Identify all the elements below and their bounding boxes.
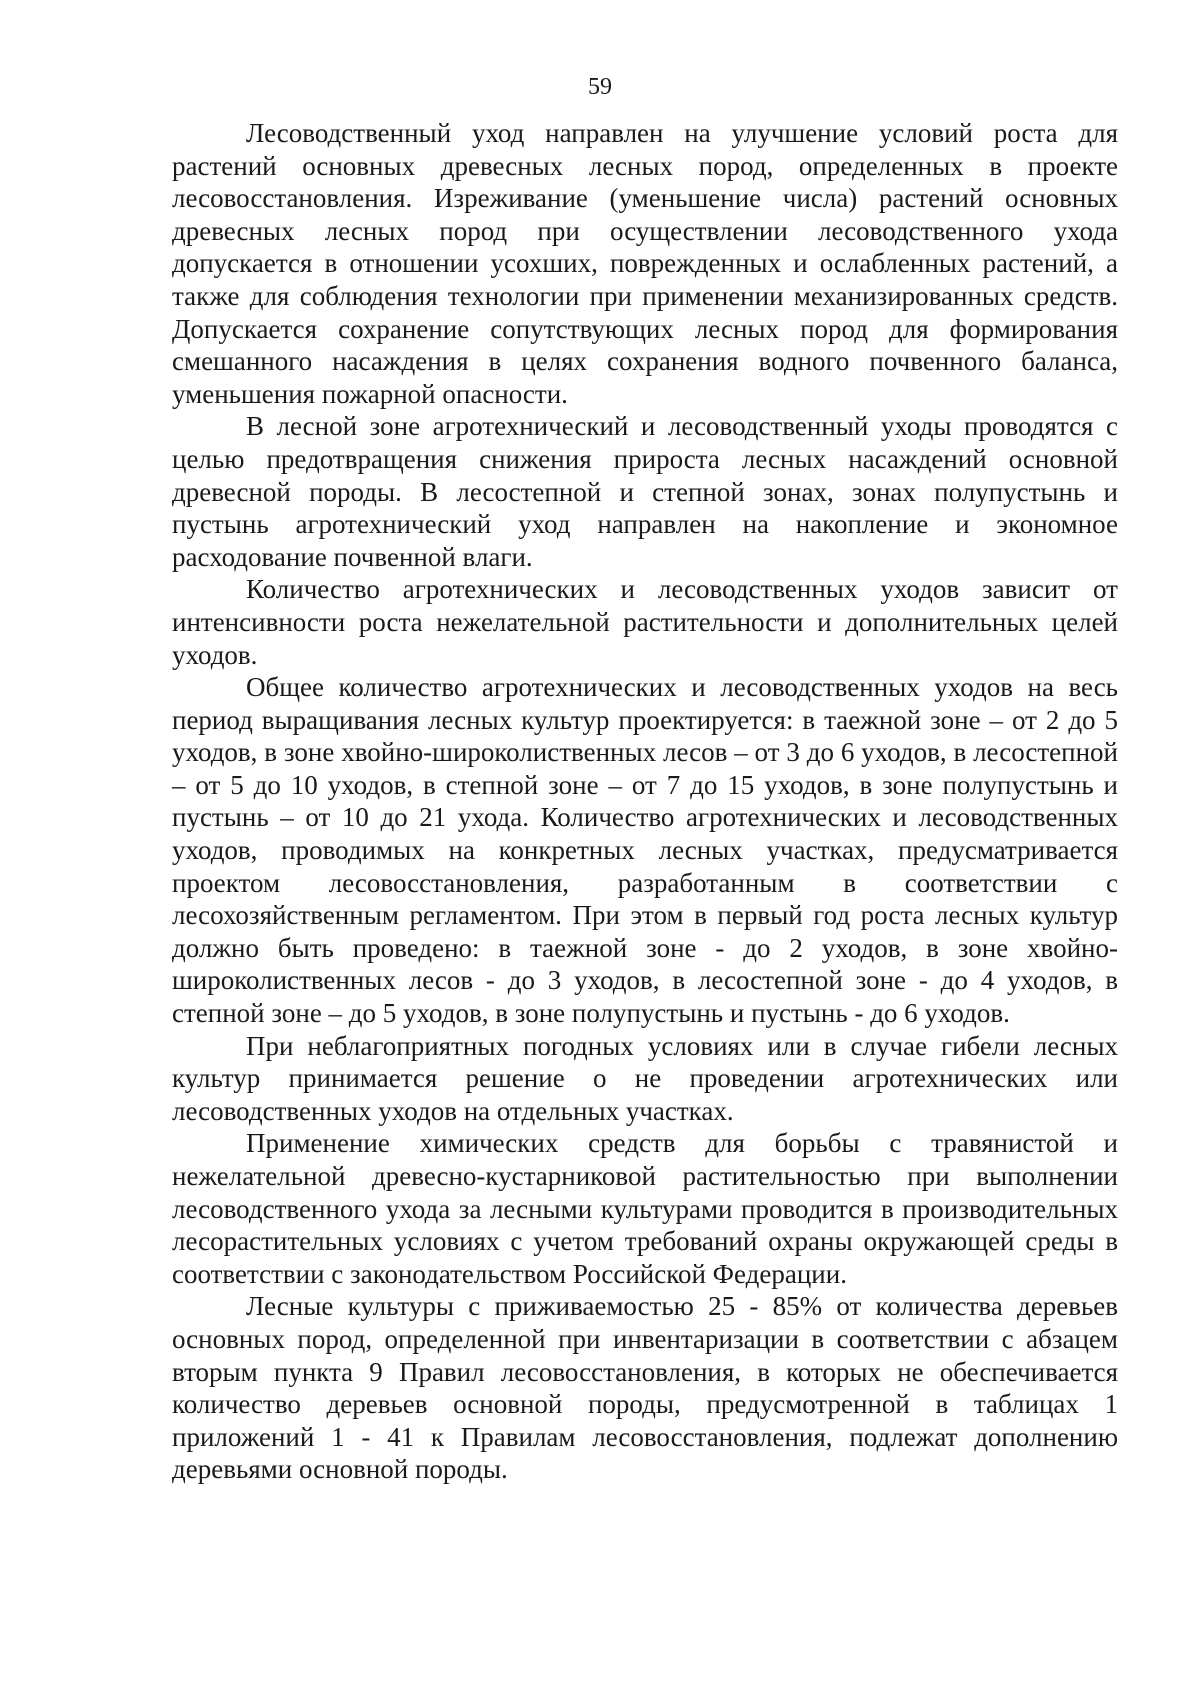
paragraph-total-care-count: Общее количество агротехнических и лесоводственных уходов на весь период выращивания лесных культур проектируется: в таежной зоне – от 2 до 5 уходов, в зоне хвойно-широколиственных лесов – от 3 до 6 уходов, в лесостепной – от 5 до 10 уходов, в степной зоне – от 7 до 15 уходов, в зоне полупустынь и пустынь – от 10 до 21 ухода. Количество агротехнических и лесоводственных уходов, проводимых на конкретных лесных участках, предусматривается проектом лесовосстановления, разработанным в соответствии с лесохозяйственным регламентом. При этом в первый год роста лесных культур должно быть проведено: в таежной зоне - до 2 уходов, в зоне хвойно-широколиственных лесов - до 3 уходов, в лесостепной зоне - до 4 уходов, в степной зоне – до 5 уходов, в зоне полупустынь и пустынь - до 6 уходов. <box>172 672 1118 1029</box>
paragraph-survival-rate: Лесные культуры с приживаемостью 25 - 85% от количества деревьев основных пород, определенной при инвентаризации в соответствии с абзацем вторым пункта 9 Правил лесовосстановления, в которых не обеспечивается количество деревьев основной породы, предусмотренной в таблицах 1 приложений 1 - 41 к Правилам лесовосстановления, подлежат дополнению деревьями основной породы. <box>172 1291 1118 1485</box>
paragraph-silvicultural-care: Лесоводственный уход направлен на улучшение условий роста для растений основных древесных лесных пород, определенных в проекте лесовосстановления. Изреживание (уменьшение числа) растений основных древесных лесных пород при осуществлении лесоводственного ухода допускается в отношении усохших, поврежденных и ослабленных растений, а также для соблюдения технологии при применении механизированных средств. Допускается сохранение сопутствующих лесных пород для формирования смешанного насаждения в целях сохранения водного почвенного баланса, уменьшения пожарной опасности. <box>172 118 1118 409</box>
paragraph-forest-zone-care: В лесной зоне агротехнический и лесоводственный уходы проводятся с целью предотвращения снижения прироста лесных насаждений основной древесной породы. В лесостепной и степной зонах, зонах полупустынь и пустынь агротехнический уход направлен на накопление и экономное расходование почвенной влаги. <box>172 411 1118 572</box>
document-body <box>172 117 1118 1486</box>
paragraph-adverse-conditions: При неблагоприятных погодных условиях или в случае гибели лесных культур принимается решение о не проведении агротехнических или лесоводственных уходов на отдельных участках. <box>172 1030 1118 1126</box>
paragraph-care-count-factors: Количество агротехнических и лесоводственных уходов зависит от интенсивности роста нежелательной растительности и дополнительных целей уходов. <box>172 574 1118 670</box>
page-number: 59 <box>588 74 612 100</box>
paragraph-chemical-means: Применение химических средств для борьбы с травянистой и нежелательной древесно-кустарниковой растительностью при выполнении лесоводственного ухода за лесными культурами проводится в производительных лесорастительных условиях с учетом требований охраны окружающей среды в соответствии с законодательством Российской Федерации. <box>172 1128 1118 1289</box>
